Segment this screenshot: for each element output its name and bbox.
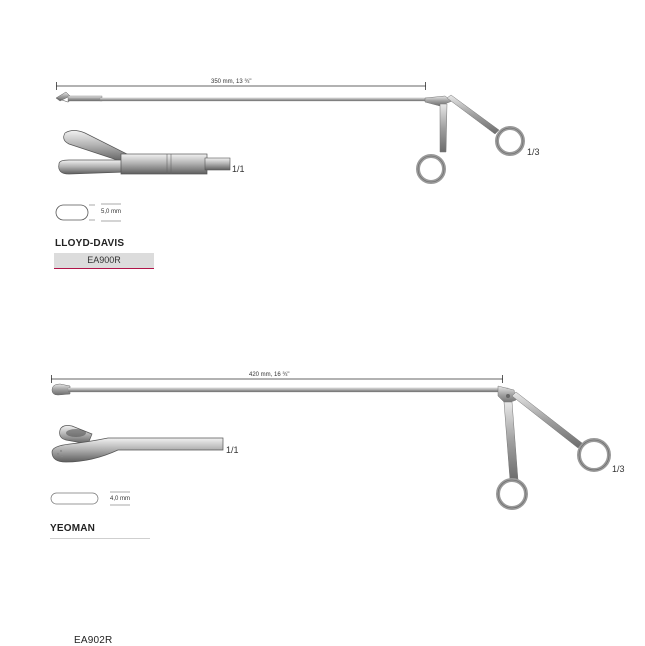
detail-scale-2: 1/1 [226,445,239,455]
instrument-scale-1: 1/3 [527,147,540,157]
detail-scale-1: 1/1 [232,164,245,174]
jaw-detail-icon [55,128,235,180]
product-name-1: LLOYD-DAVIS [55,238,125,249]
length-label-1: 350 mm, 13 ¾" [208,79,254,85]
length-label-2: 420 mm, 16 ¾" [246,372,292,378]
diameter-label-1: 5,0 mm [101,209,122,215]
cup-jaw-detail-icon [48,420,228,468]
product-name-2: YEOMAN [50,523,96,534]
product-code-1: EA900R [54,253,154,269]
diameter-label-2: 4,0 mm [110,496,131,502]
product-code-2: EA902R [74,635,113,646]
instrument-scale-2: 1/3 [612,464,625,474]
product-divider-2 [50,538,150,539]
